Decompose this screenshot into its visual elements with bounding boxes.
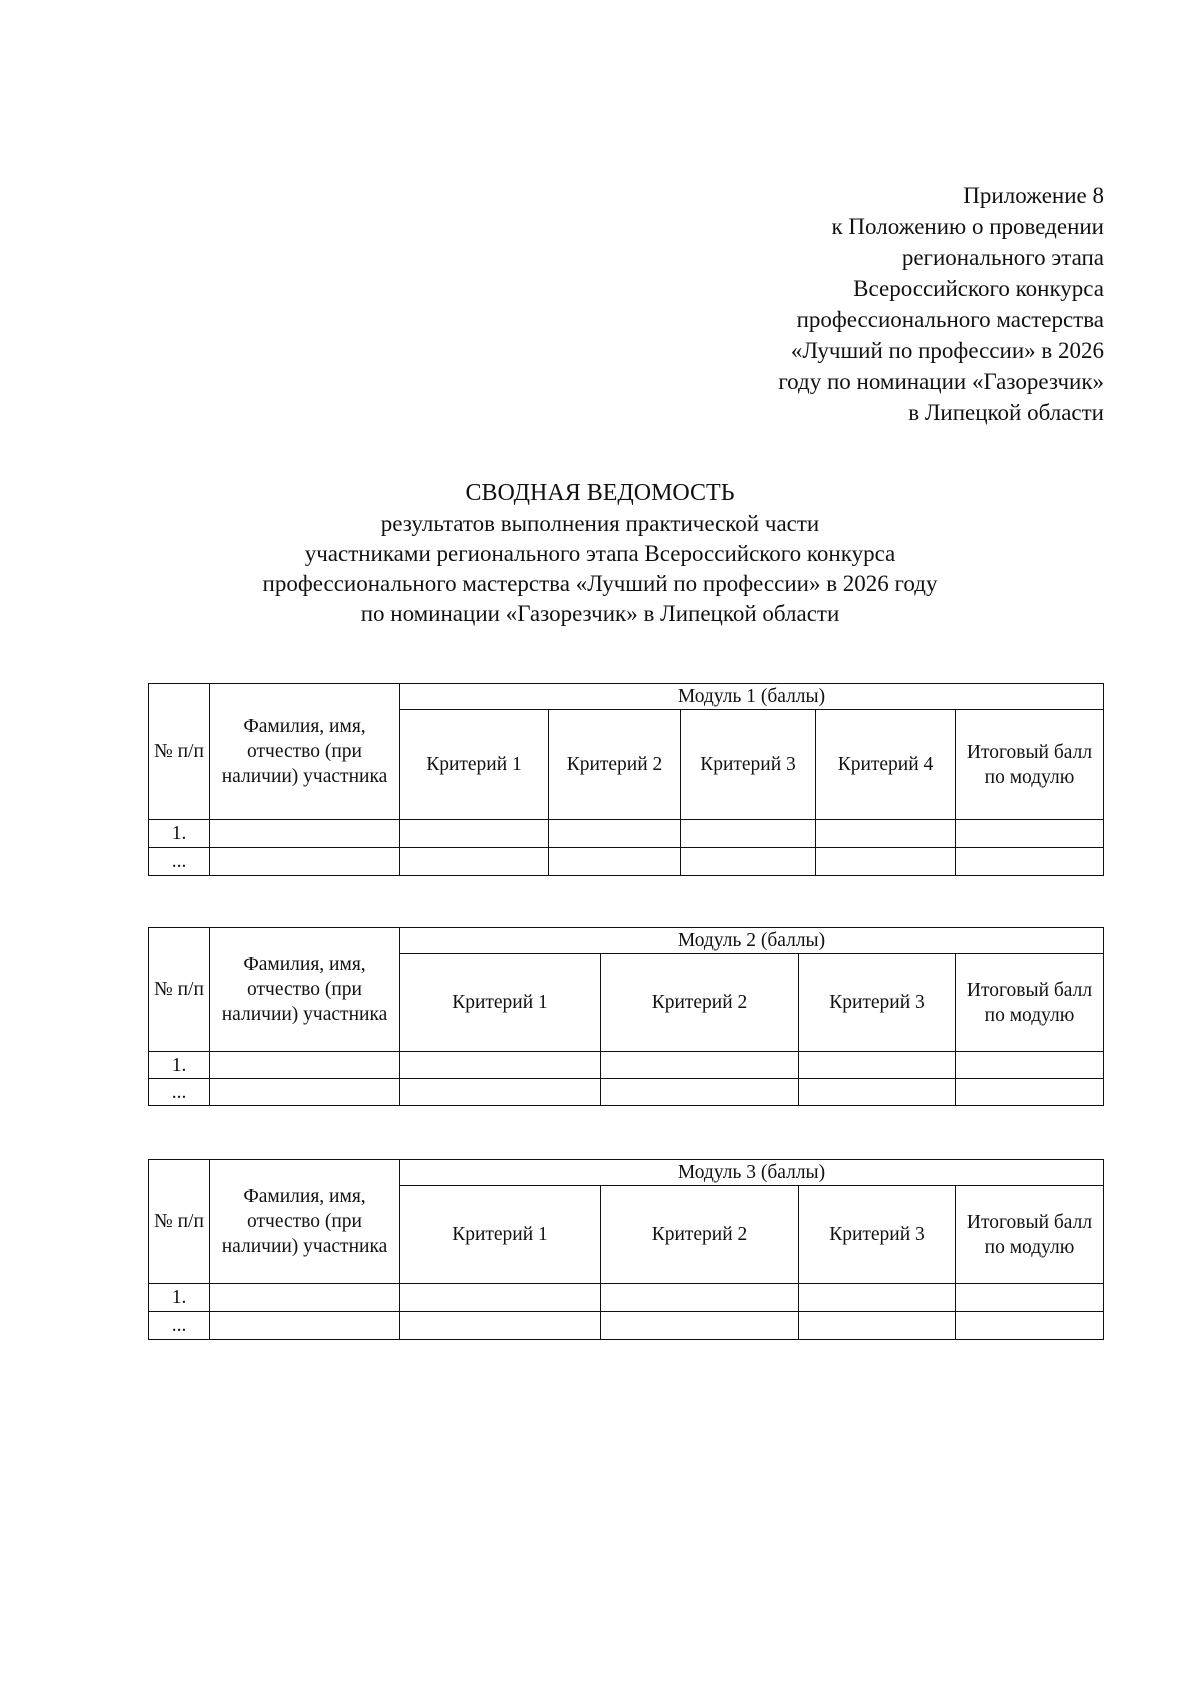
score-cell: [400, 1312, 601, 1340]
score-cell: [601, 1079, 799, 1106]
table-row: [149, 1284, 1104, 1312]
score-cell: [549, 820, 681, 848]
score-cell: [681, 848, 816, 876]
appendix-line: профессионального мастерства: [796, 307, 1104, 332]
title-line: профессионального мастерства «Лучший по профессии» в 2026 году: [262, 571, 938, 596]
score-cell: [400, 1079, 601, 1106]
criterion-header: Критерий 1: [400, 1186, 601, 1284]
module-3-table: [148, 1159, 1104, 1340]
score-cell: [601, 1052, 799, 1079]
appendix-line: «Лучший по профессии» в 2026: [790, 338, 1104, 363]
criterion-header: Критерий 3: [799, 1186, 956, 1284]
name-cell: [210, 820, 400, 848]
score-cell: [799, 1079, 956, 1106]
name-cell: [210, 1284, 400, 1312]
total-header: Итоговый балл по модулю: [956, 710, 1104, 820]
name-header: Фамилия, имя, отчество (при наличии) участника: [210, 1160, 400, 1284]
title-line: результатов выполнения практической части: [380, 511, 820, 536]
num-header: № п/п: [149, 684, 210, 820]
score-cell: [400, 1052, 601, 1079]
criterion-header: Критерий 3: [681, 710, 816, 820]
appendix-line: году по номинации «Газорезчик»: [778, 369, 1104, 394]
title-main: СВОДНАЯ ВЕДОМОСТЬ: [465, 480, 735, 506]
num-header: № п/п: [149, 928, 210, 1052]
total-header: Итоговый балл по модулю: [956, 1186, 1104, 1284]
table-row: [149, 848, 1104, 876]
num-header: № п/п: [149, 1160, 210, 1284]
row-number: ...: [149, 1312, 210, 1340]
criterion-header: Критерий 4: [816, 710, 956, 820]
name-cell: [210, 1052, 400, 1079]
score-cell: [601, 1312, 799, 1340]
appendix-header: [778, 180, 1104, 428]
table-row: [149, 1312, 1104, 1340]
criterion-header: Критерий 3: [799, 954, 956, 1052]
table-row: [149, 820, 1104, 848]
score-cell: [400, 848, 549, 876]
score-cell: [601, 1284, 799, 1312]
name-cell: [210, 848, 400, 876]
score-cell: [799, 1052, 956, 1079]
document-title: [0, 477, 1200, 629]
score-cell: [400, 820, 549, 848]
score-cell: [400, 1284, 601, 1312]
module-header: Модуль 3 (баллы): [400, 1160, 1104, 1186]
appendix-line: регионального этапа: [901, 245, 1104, 270]
appendix-line: к Положению о проведении: [831, 214, 1104, 239]
total-cell: [956, 1052, 1104, 1079]
criterion-header: Критерий 1: [400, 954, 601, 1052]
total-cell: [956, 1284, 1104, 1312]
name-cell: [210, 1312, 400, 1340]
row-number: ...: [149, 1079, 210, 1106]
title-line: по номинации «Газорезчик» в Липецкой области: [360, 601, 840, 626]
criterion-header: Критерий 2: [601, 1186, 799, 1284]
appendix-line: Приложение 8: [963, 183, 1104, 208]
module-header: Модуль 1 (баллы): [400, 684, 1104, 710]
score-cell: [816, 820, 956, 848]
total-cell: [956, 848, 1104, 876]
score-cell: [549, 848, 681, 876]
criterion-header: Критерий 2: [549, 710, 681, 820]
score-cell: [816, 848, 956, 876]
row-number: 1.: [149, 1284, 210, 1312]
row-number: 1.: [149, 1052, 210, 1079]
score-cell: [799, 1312, 956, 1340]
score-cell: [799, 1284, 956, 1312]
criterion-header: Критерий 1: [400, 710, 549, 820]
module-1-table: [148, 683, 1104, 876]
total-cell: [956, 1079, 1104, 1106]
criterion-header: Критерий 2: [601, 954, 799, 1052]
table-row: [149, 1052, 1104, 1079]
score-cell: [681, 820, 816, 848]
appendix-line: Всероссийского конкурса: [853, 276, 1104, 301]
row-number: 1.: [149, 820, 210, 848]
name-header: Фамилия, имя, отчество (при наличии) участника: [210, 928, 400, 1052]
row-number: ...: [149, 848, 210, 876]
module-2-table: [148, 927, 1104, 1106]
total-cell: [956, 820, 1104, 848]
name-cell: [210, 1079, 400, 1106]
total-header: Итоговый балл по модулю: [956, 954, 1104, 1052]
appendix-line: в Липецкой области: [908, 400, 1104, 425]
title-line: участниками регионального этапа Всероссийского конкурса: [304, 541, 896, 566]
table-row: [149, 1079, 1104, 1106]
name-header: Фамилия, имя, отчество (при наличии) участника: [210, 684, 400, 820]
total-cell: [956, 1312, 1104, 1340]
module-header: Модуль 2 (баллы): [400, 928, 1104, 954]
